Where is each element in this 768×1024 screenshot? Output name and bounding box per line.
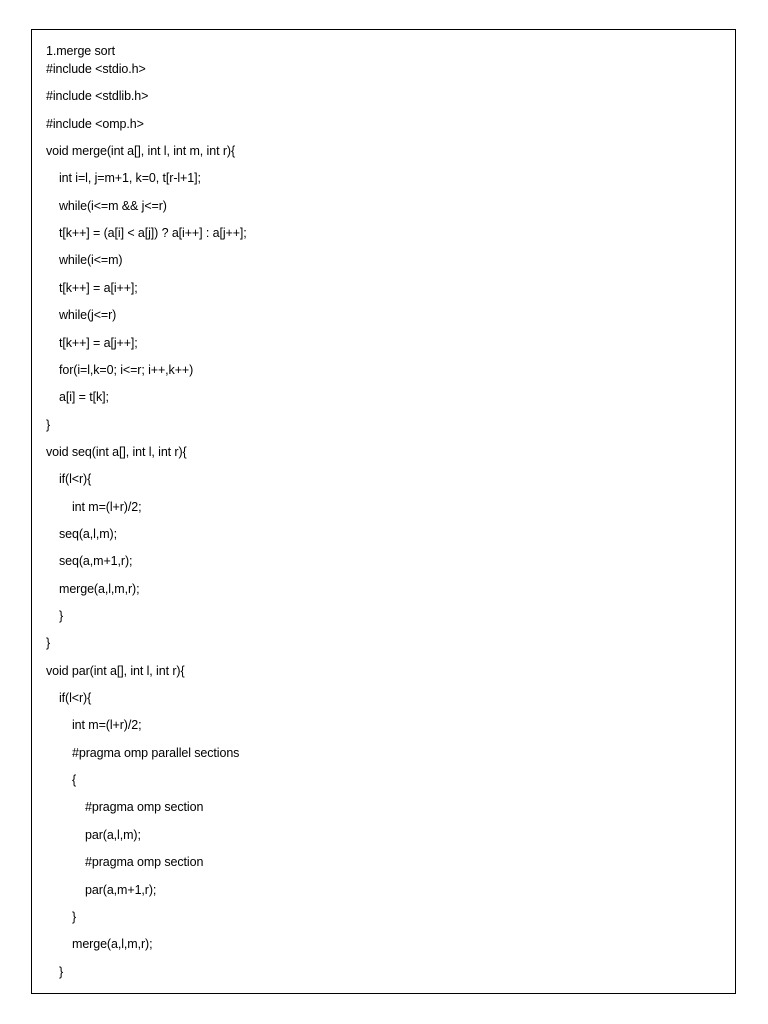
code-line: par(a,m+1,r); bbox=[85, 882, 157, 897]
code-line: int i=l, j=m+1, k=0, t[r-l+1]; bbox=[59, 171, 201, 186]
code-line: } bbox=[46, 417, 51, 432]
code-line: #pragma omp section bbox=[85, 855, 204, 870]
code-line: #include <stdlib.h> bbox=[46, 89, 149, 104]
code-line: if(l<r){ bbox=[59, 472, 92, 487]
code-line: } bbox=[46, 636, 51, 651]
code-line: par(a,l,m); bbox=[85, 827, 141, 842]
code-line: } bbox=[59, 609, 64, 623]
code-line: void merge(int a[], int l, int m, int r){ bbox=[46, 144, 236, 159]
code-line: t[k++] = a[i++]; bbox=[59, 280, 138, 295]
code-line: merge(a,l,m,r); bbox=[59, 581, 140, 596]
code-line: t[k++] = a[j++]; bbox=[59, 335, 138, 350]
code-line: t[k++] = (a[i] < a[j]) ? a[i++] : a[j++]; bbox=[59, 226, 247, 241]
code-line: seq(a,l,m); bbox=[59, 526, 117, 541]
code-line: #include <stdio.h> bbox=[46, 62, 146, 76]
code-line: void seq(int a[], int l, int r){ bbox=[46, 444, 187, 459]
code-line: if(l<r){ bbox=[59, 691, 92, 706]
code-line: int m=(l+r)/2; bbox=[72, 499, 142, 514]
code-line: } bbox=[59, 964, 64, 979]
code-line: } bbox=[72, 909, 77, 924]
code-line: #pragma omp parallel sections bbox=[72, 745, 240, 760]
code-line: int m=(l+r)/2; bbox=[72, 718, 142, 733]
code-line: seq(a,m+1,r); bbox=[59, 554, 133, 569]
code-line: while(i<=m) bbox=[59, 253, 123, 268]
code-line: a[i] = t[k]; bbox=[59, 390, 109, 405]
code-line: { bbox=[72, 773, 77, 788]
code-line: merge(a,l,m,r); bbox=[72, 937, 153, 952]
code-line: while(i<=m && j<=r) bbox=[59, 198, 167, 213]
code-line: while(j<=r) bbox=[59, 308, 117, 323]
document-title: 1.merge sort bbox=[46, 44, 115, 58]
code-line: for(i=l,k=0; i<=r; i++,k++) bbox=[59, 362, 194, 377]
code-line: void par(int a[], int l, int r){ bbox=[46, 663, 185, 678]
code-line: #pragma omp section bbox=[85, 800, 204, 815]
code-line: #include <omp.h> bbox=[46, 116, 144, 131]
